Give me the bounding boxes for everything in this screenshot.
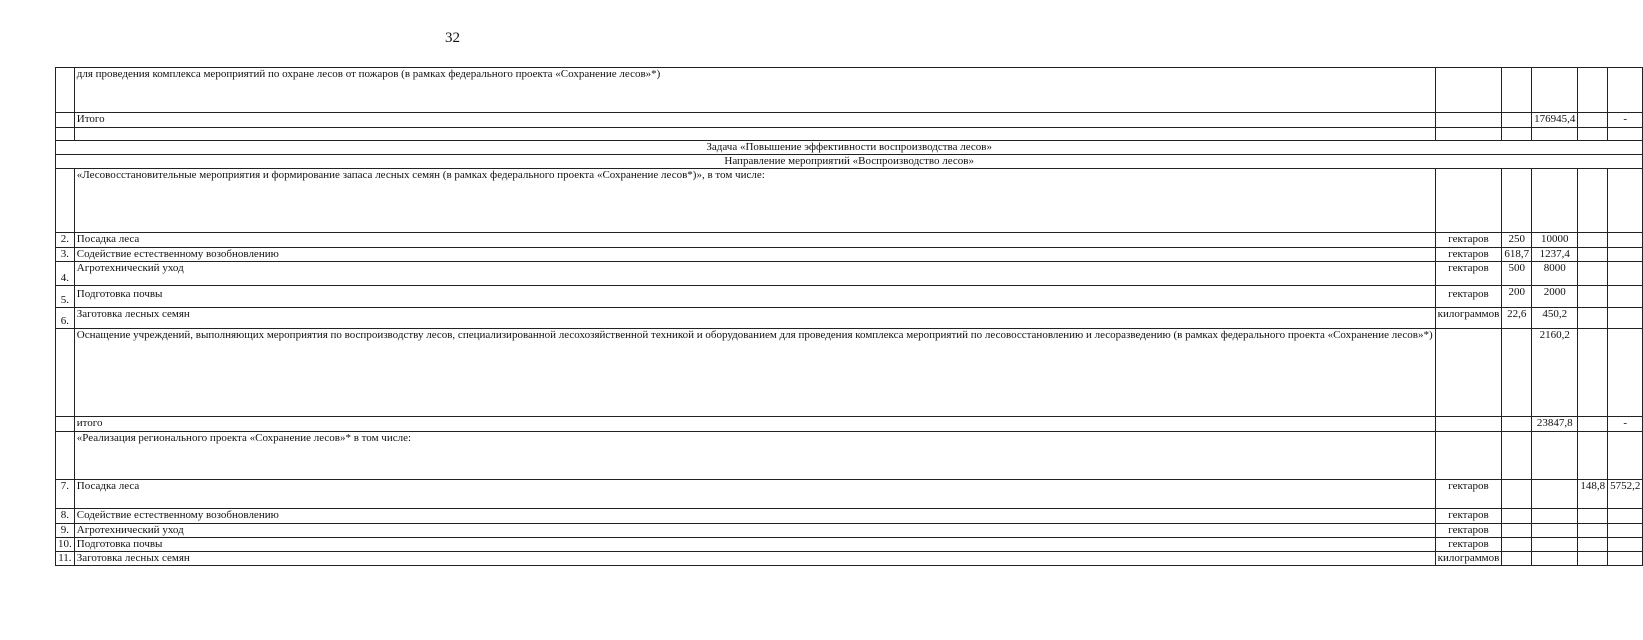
row-number <box>56 417 75 432</box>
row-number: 4. <box>56 262 75 286</box>
row-name: «Лесовосстановительные мероприятия и формирование запаса лесных семян (в рамках федерального проекта «Сохранение лесов*)», в том числе: <box>74 169 1435 233</box>
row-quantity-1 <box>1502 552 1532 566</box>
direction-heading: Направление мероприятий «Воспроизводство лесов» <box>56 155 1643 169</box>
row-number <box>56 128 75 141</box>
row-value-2: - <box>1608 113 1643 128</box>
row-quantity-1: 250 <box>1502 233 1532 248</box>
table-row <box>56 329 1643 417</box>
row-value-1 <box>1532 552 1578 566</box>
row-name: Подготовка почвы <box>74 538 1435 552</box>
row-quantity-2 <box>1578 262 1608 286</box>
row-value-1: 450,2 <box>1532 308 1578 329</box>
row-name: Агротехнический уход <box>74 262 1435 286</box>
row-value-1: 23847,8 <box>1532 417 1578 432</box>
row-name: Содействие естественному возобновлению <box>74 248 1435 262</box>
row-value-2: 5752,2 <box>1608 480 1643 509</box>
row-value-2 <box>1608 169 1643 233</box>
row-unit: килограммов <box>1435 308 1502 329</box>
row-value-1 <box>1532 538 1578 552</box>
row-value-1 <box>1532 128 1578 141</box>
row-name: Подготовка почвы <box>74 286 1435 308</box>
row-name <box>74 128 1435 141</box>
row-quantity-1 <box>1502 480 1532 509</box>
table-row <box>56 128 1643 141</box>
row-quantity-2 <box>1578 248 1608 262</box>
row-quantity-2 <box>1578 169 1608 233</box>
row-unit <box>1435 329 1502 417</box>
row-value-1 <box>1532 169 1578 233</box>
row-value-2 <box>1608 262 1643 286</box>
row-quantity-1 <box>1502 432 1532 480</box>
row-quantity-2 <box>1578 233 1608 248</box>
row-unit <box>1435 128 1502 141</box>
row-quantity-2 <box>1578 552 1608 566</box>
row-value-2 <box>1608 308 1643 329</box>
row-number: 10. <box>56 538 75 552</box>
table-row <box>56 552 1643 566</box>
row-number <box>56 329 75 417</box>
row-value-2 <box>1608 233 1643 248</box>
row-value-2 <box>1608 248 1643 262</box>
row-unit: гектаров <box>1435 509 1502 524</box>
section-header-row <box>56 155 1643 169</box>
table-row <box>56 480 1643 509</box>
row-value-1 <box>1532 68 1578 113</box>
row-quantity-1 <box>1502 417 1532 432</box>
row-name: Агротехнический уход <box>74 524 1435 538</box>
row-unit <box>1435 432 1502 480</box>
page-number: 32 <box>445 30 460 46</box>
row-quantity-1 <box>1502 68 1532 113</box>
table-row <box>56 68 1643 113</box>
table-row <box>56 432 1643 480</box>
row-quantity-2 <box>1578 128 1608 141</box>
table-row <box>56 509 1643 524</box>
row-number: 8. <box>56 509 75 524</box>
row-quantity-2 <box>1578 432 1608 480</box>
row-value-2 <box>1608 509 1643 524</box>
row-quantity-1 <box>1502 329 1532 417</box>
row-quantity-2 <box>1578 329 1608 417</box>
row-number: 11. <box>56 552 75 566</box>
row-value-1: 2000 <box>1532 286 1578 308</box>
row-value-2 <box>1608 128 1643 141</box>
row-value-1: 176945,4 <box>1532 113 1578 128</box>
row-number: 9. <box>56 524 75 538</box>
row-name: Содействие естественному возобновлению <box>74 509 1435 524</box>
row-unit: гектаров <box>1435 480 1502 509</box>
row-quantity-1: 500 <box>1502 262 1532 286</box>
table-row <box>56 286 1643 308</box>
row-quantity-1 <box>1502 509 1532 524</box>
row-quantity-1: 618,7 <box>1502 248 1532 262</box>
row-value-1 <box>1532 432 1578 480</box>
row-value-2 <box>1608 68 1643 113</box>
row-unit: гектаров <box>1435 524 1502 538</box>
row-number <box>56 113 75 128</box>
row-name: «Реализация регионального проекта «Сохранение лесов»* в том числе: <box>74 432 1435 480</box>
row-quantity-2 <box>1578 524 1608 538</box>
row-quantity-1: 22,6 <box>1502 308 1532 329</box>
row-name: Заготовка лесных семян <box>74 552 1435 566</box>
row-value-2 <box>1608 329 1643 417</box>
row-value-1: 8000 <box>1532 262 1578 286</box>
table-row <box>56 248 1643 262</box>
row-name: для проведения комплекса мероприятий по охране лесов от пожаров (в рамках федерального проекта «Сохранение лесов»*) <box>74 68 1435 113</box>
row-number: 5. <box>56 286 75 308</box>
row-number: 3. <box>56 248 75 262</box>
row-number: 6. <box>56 308 75 329</box>
row-name: Оснащение учреждений, выполняющих мероприятия по воспроизводству лесов, специализированной лесохозяйственной техникой и оборудованием для проведения комплекса мероприятий по лесовосстановлению и лесоразведению (в рамках федерального проекта «Сохранение лесов»*) <box>74 329 1435 417</box>
table-row <box>56 538 1643 552</box>
table-row <box>56 417 1643 432</box>
row-unit: гектаров <box>1435 286 1502 308</box>
table-row <box>56 113 1643 128</box>
row-value-2 <box>1608 552 1643 566</box>
row-quantity-1 <box>1502 524 1532 538</box>
row-value-1 <box>1532 509 1578 524</box>
row-quantity-2: 148,8 <box>1578 480 1608 509</box>
row-number: 2. <box>56 233 75 248</box>
row-quantity-1 <box>1502 538 1532 552</box>
row-quantity-2 <box>1578 509 1608 524</box>
table-row <box>56 524 1643 538</box>
row-unit <box>1435 68 1502 113</box>
row-quantity-1: 200 <box>1502 286 1532 308</box>
row-number: 7. <box>56 480 75 509</box>
row-quantity-2 <box>1578 286 1608 308</box>
row-name: итого <box>74 417 1435 432</box>
row-value-1 <box>1532 480 1578 509</box>
row-value-2 <box>1608 538 1643 552</box>
row-unit <box>1435 417 1502 432</box>
row-number <box>56 432 75 480</box>
row-number <box>56 169 75 233</box>
row-unit: гектаров <box>1435 262 1502 286</box>
row-value-2 <box>1608 524 1643 538</box>
row-quantity-2 <box>1578 417 1608 432</box>
row-value-1: 2160,2 <box>1532 329 1578 417</box>
section-header-row <box>56 141 1643 155</box>
row-quantity-1 <box>1502 113 1532 128</box>
row-value-1: 10000 <box>1532 233 1578 248</box>
row-unit <box>1435 113 1502 128</box>
table-row <box>56 169 1643 233</box>
row-quantity-1 <box>1502 169 1532 233</box>
row-value-2 <box>1608 432 1643 480</box>
row-value-2: - <box>1608 417 1643 432</box>
row-number <box>56 68 75 113</box>
row-name: Итого <box>74 113 1435 128</box>
row-name: Посадка леса <box>74 480 1435 509</box>
data-table <box>55 67 1643 566</box>
row-unit: гектаров <box>1435 233 1502 248</box>
row-unit <box>1435 169 1502 233</box>
row-unit: килограммов <box>1435 552 1502 566</box>
row-quantity-2 <box>1578 308 1608 329</box>
table-row <box>56 308 1643 329</box>
row-quantity-2 <box>1578 113 1608 128</box>
row-quantity-2 <box>1578 538 1608 552</box>
table-row <box>56 262 1643 286</box>
row-value-1: 1237,4 <box>1532 248 1578 262</box>
row-quantity-2 <box>1578 68 1608 113</box>
row-name: Заготовка лесных семян <box>74 308 1435 329</box>
row-quantity-1 <box>1502 128 1532 141</box>
row-value-1 <box>1532 524 1578 538</box>
table-row <box>56 233 1643 248</box>
row-unit: гектаров <box>1435 538 1502 552</box>
row-name: Посадка леса <box>74 233 1435 248</box>
task-heading: Задача «Повышение эффективности воспроизводства лесов» <box>56 141 1643 155</box>
row-unit: гектаров <box>1435 248 1502 262</box>
row-value-2 <box>1608 286 1643 308</box>
